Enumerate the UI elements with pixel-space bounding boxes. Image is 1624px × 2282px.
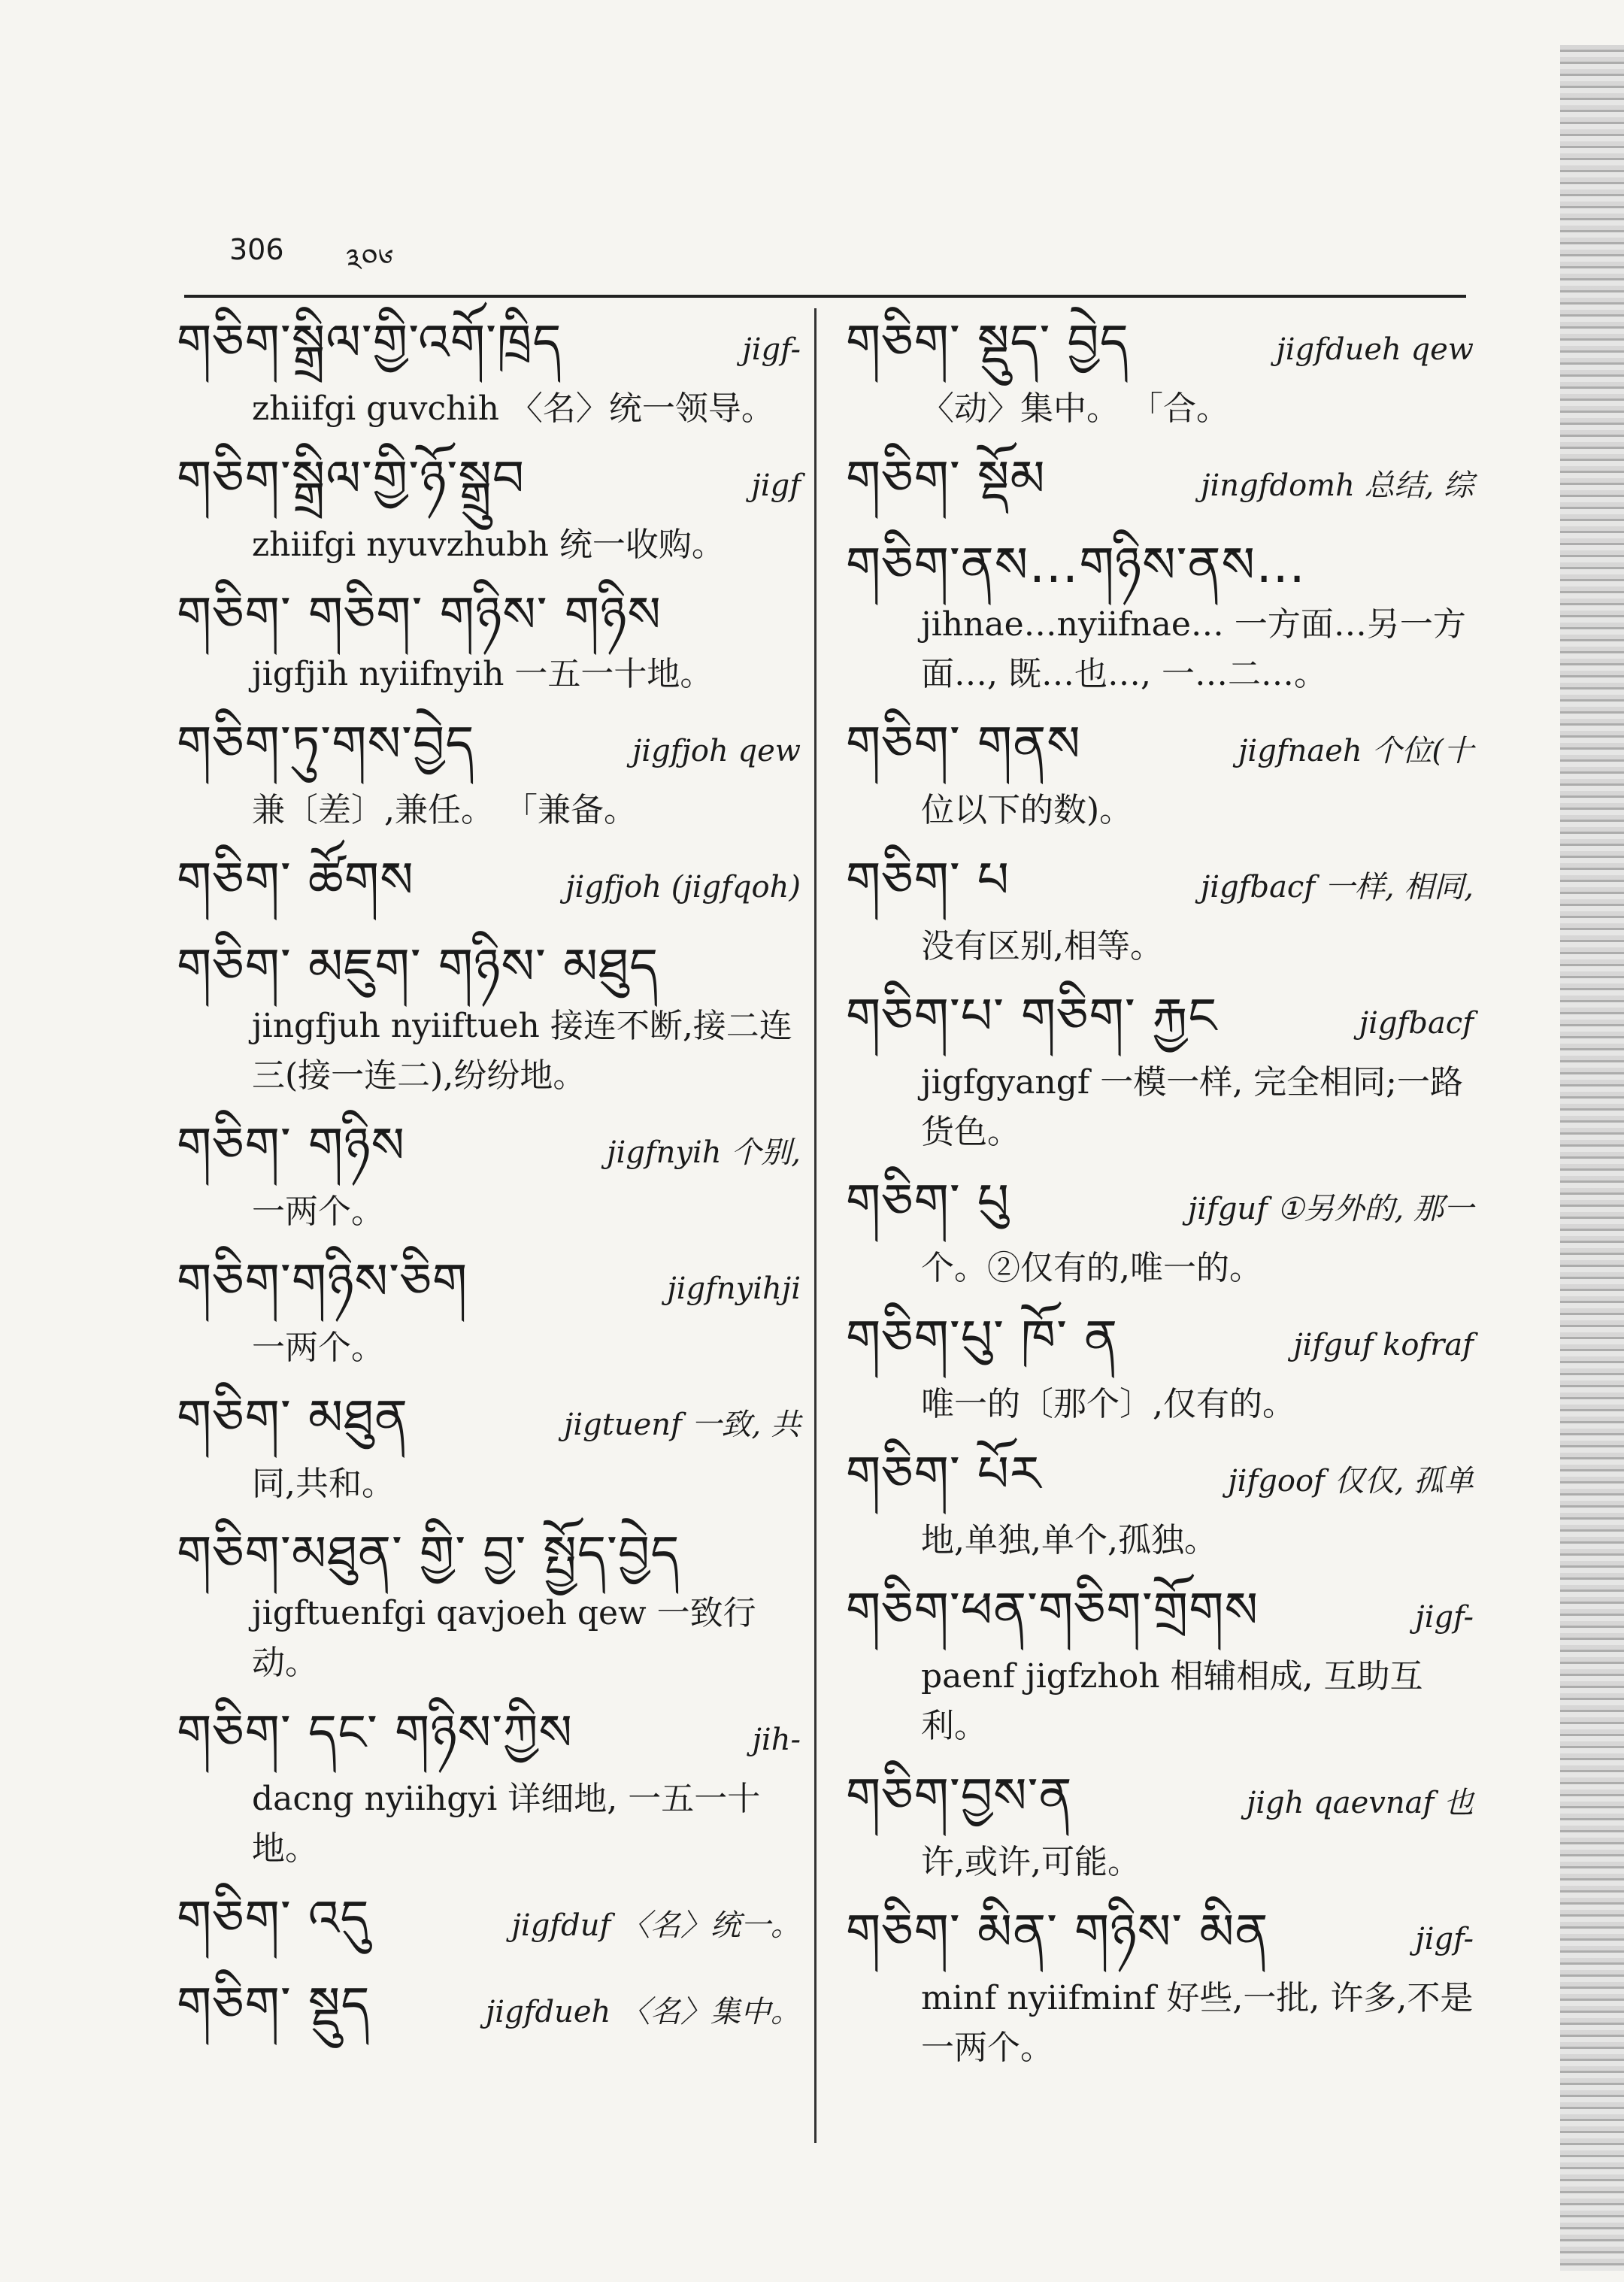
- definition: 唯一的〔那个〕,仅有的。: [921, 1385, 1295, 1423]
- dictionary-entry: [177, 1971, 801, 2047]
- dictionary-entry: [177, 846, 801, 922]
- definition: jihnae…nyiifnae… 一方面…另一方面…, 既…也…, 一…二…。: [921, 605, 1466, 693]
- entry-head: [177, 1884, 801, 1960]
- entry-head: [846, 1440, 1474, 1516]
- headword: གཅིག་ པོར: [846, 1445, 1042, 1503]
- headword-pinyin: jigfduf 〈名〉统一。: [511, 1908, 801, 1943]
- definition: 同,共和。: [252, 1465, 395, 1503]
- headword: གཅིག་ གཉིས: [177, 1117, 406, 1174]
- headword-pinyin: jigf-: [742, 332, 801, 367]
- headword: གཅིག་སྒྲིལ་གྱི་ཉོ་སྒྲུབ: [177, 450, 526, 508]
- entry-head: [177, 1247, 801, 1323]
- headword: གཅིག་ སྡུད་ བྱེད: [846, 314, 1129, 371]
- definition: paenf jigfzhoh 相辅相成, 互助互利。: [921, 1657, 1423, 1745]
- entry-head: [846, 444, 1474, 520]
- definition: 一两个。: [252, 1329, 384, 1367]
- dictionary-entry: [846, 846, 1474, 971]
- dictionary-entry: [177, 444, 801, 570]
- headword-pinyin: jigf-: [1415, 1922, 1474, 1956]
- headword: གཅིག་ དང་ གཉིས་ཀྱིས: [177, 1704, 574, 1762]
- entry-head: [846, 531, 1474, 600]
- entry-head: [177, 1971, 801, 2047]
- entry-head: [846, 710, 1474, 786]
- headword: གཅིག་ ཚོགས: [177, 851, 414, 909]
- headword: གཅིག་ མཇུག་ གཉིས་ མཐུད: [177, 938, 659, 996]
- headword-pinyin: jingfdomh 总结, 综: [1201, 468, 1474, 503]
- page-header: [184, 226, 1462, 278]
- headword-pinyin: jigtuenf 一致, 共: [563, 1408, 801, 1442]
- definition: 兼〔差〕,兼任。 「兼备。: [252, 791, 637, 829]
- entry-head: [846, 846, 1474, 922]
- dictionary-entry: [177, 1699, 801, 1874]
- headword: གཅིག་པུ་ ཁོ་ ན: [846, 1309, 1118, 1367]
- headword-pinyin: jigf-: [1415, 1600, 1474, 1635]
- entry-head: [846, 982, 1474, 1058]
- entry-head: [846, 308, 1474, 384]
- entry-head: [177, 308, 801, 384]
- headword: གཅིག་ གཅིག་ གཉིས་ གཉིས: [177, 586, 662, 644]
- column-divider: [814, 308, 817, 2143]
- dictionary-entry: [177, 1111, 801, 1237]
- headword: གཅིག་ སྡོམ: [846, 450, 1046, 508]
- headword: གཅིག་ པ: [846, 851, 1010, 909]
- dictionary-entry: [177, 932, 801, 1101]
- headword-pinyin: jigfjoh (jigfqoh): [565, 870, 801, 905]
- headword: གཅིག་ནས…གཉིས་ནས…: [846, 536, 1307, 594]
- headword: གཅིག་མཐུན་ གྱི་ བྱ་ སྤྱོད་བྱེད: [177, 1525, 680, 1583]
- headword-pinyin: jifguf ①另外的, 那一: [1187, 1192, 1474, 1226]
- definition: dacng nyiihgyi 详细地, 一五一十地。: [252, 1780, 761, 1868]
- dictionary-entry: [846, 1440, 1474, 1565]
- dictionary-entry: [177, 710, 801, 835]
- dictionary-entry: [177, 1884, 801, 1960]
- entry-head: [846, 1576, 1474, 1652]
- dictionary-entry: [846, 1898, 1474, 2073]
- dictionary-entry: [846, 531, 1474, 699]
- headword-pinyin: jigfdueh qew: [1276, 332, 1474, 367]
- headword-pinyin: jigfbacf 一样, 相同,: [1200, 870, 1474, 905]
- definition: 没有区别,相等。: [921, 927, 1163, 965]
- headword-pinyin: jih-: [752, 1723, 801, 1757]
- page-number-tibetan: ༣༠༦: [346, 243, 394, 277]
- entry-head: [177, 710, 801, 786]
- headword-pinyin: jifguf kofraf: [1293, 1328, 1474, 1362]
- headword-pinyin: jigf: [751, 468, 801, 503]
- dictionary-entry: [177, 1383, 801, 1509]
- headword-pinyin: jigfnyih 个别,: [607, 1135, 801, 1170]
- headword: གཅིག་ པུ: [846, 1173, 1010, 1231]
- entry-head: [846, 1762, 1474, 1838]
- entry-head: [177, 444, 801, 520]
- definition: jingfjuh nyiiftueh 接连不断,接二连三(接一连二),纷纷地。: [252, 1007, 792, 1095]
- headword: གཅིག་བྱས་ན: [846, 1767, 1073, 1825]
- dictionary-entry: [846, 1304, 1474, 1429]
- headword-pinyin: jigfnyihji: [667, 1271, 801, 1306]
- definition: 〈动〉集中。 「合。: [921, 389, 1229, 428]
- headword-pinyin: jigfjoh qew: [632, 734, 801, 768]
- headword-pinyin: jigfbacf: [1359, 1006, 1474, 1041]
- definition: 一两个。: [252, 1193, 384, 1231]
- headword: གཅིག་ སྡུད: [177, 1976, 371, 2034]
- headword: གཅིག་པ་ གཅིག་ རྐྱང: [846, 987, 1218, 1045]
- dictionary-entry: [177, 308, 801, 434]
- dictionary-entry: [177, 580, 801, 699]
- definition: 个。②仅有的,唯一的。: [921, 1249, 1262, 1287]
- definition: jigfjih nyiifnyih 一五一十地。: [252, 655, 714, 693]
- dictionary-entry: [846, 710, 1474, 835]
- entry-head: [177, 846, 801, 922]
- headword: གཅིག་ མཐུན: [177, 1389, 408, 1447]
- left-column: [177, 308, 801, 2057]
- dictionary-entry: [846, 1762, 1474, 1887]
- dictionary-entry: [846, 444, 1474, 520]
- dictionary-entry: [846, 1168, 1474, 1293]
- headword-pinyin: jifgoof 仅仅, 孤单: [1228, 1464, 1474, 1499]
- definition: zhiifgi nyuvzhubh 统一收购。: [252, 526, 725, 564]
- page-edge-shadow: [1560, 45, 1624, 2271]
- headword-pinyin: jigfdueh 〈名〉集中。: [485, 1995, 801, 2029]
- dictionary-entry: [846, 308, 1474, 434]
- entry-head: [846, 1168, 1474, 1244]
- headword-pinyin: jigh qaevnaf 也: [1246, 1786, 1474, 1820]
- entry-head: [177, 1520, 801, 1589]
- headword: གཅིག་ འདུ: [177, 1890, 370, 1947]
- right-column: [846, 308, 1474, 2083]
- headword: གཅིག་ཏུ་གས་བྱེད: [177, 715, 475, 773]
- definition: minf nyiifminf 好些,一批, 许多,不是一两个。: [921, 1979, 1474, 2067]
- page-number: 306: [229, 233, 284, 266]
- dictionary-entry: [177, 1520, 801, 1688]
- header-rule: [184, 295, 1466, 298]
- headword: གཅིག་ མིན་ གཉིས་ མིན: [846, 1903, 1269, 1961]
- headword: གཅིག་སྒྲིལ་གྱི་འགོ་ཁྲིད: [177, 314, 562, 371]
- entry-head: [177, 1111, 801, 1187]
- entry-head: [846, 1304, 1474, 1380]
- dictionary-entry: [846, 982, 1474, 1157]
- definition: zhiifgi guvchih 〈名〉统一领导。: [252, 389, 774, 428]
- entry-head: [177, 580, 801, 650]
- headword: གཅིག་ གནས: [846, 715, 1081, 773]
- headword: གཅིག་ཕན་གཅིག་གྲོགས: [846, 1581, 1259, 1639]
- definition: jigfgyangf 一模一样, 完全相同;一路货色。: [921, 1063, 1463, 1151]
- entry-head: [846, 1898, 1474, 1974]
- entry-head: [177, 1699, 801, 1774]
- headword: གཅིག་གཉིས་ཅིག: [177, 1253, 468, 1311]
- definition: jigftuenfgi qavjoeh qew 一致行动。: [252, 1594, 756, 1682]
- dictionary-entry: [177, 1247, 801, 1373]
- definition: 位以下的数)。: [921, 791, 1133, 829]
- dictionary-entry: [846, 1576, 1474, 1751]
- definition: 地,单独,单个,孤独。: [921, 1521, 1217, 1559]
- definition: 许,或许,可能。: [921, 1843, 1141, 1881]
- headword-pinyin: jigfnaeh 个位(十: [1238, 734, 1474, 768]
- entry-head: [177, 1383, 801, 1459]
- entry-head: [177, 932, 801, 1002]
